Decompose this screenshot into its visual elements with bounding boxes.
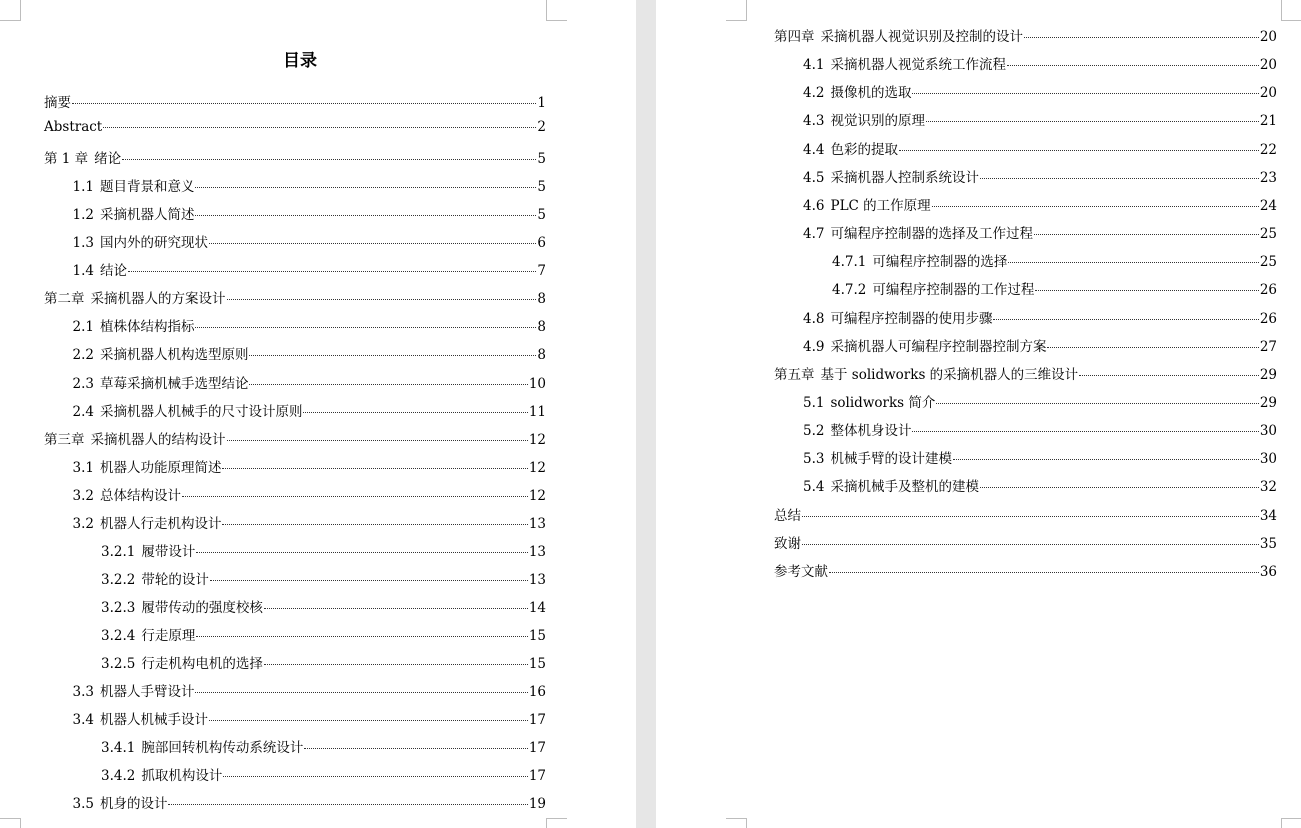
toc-entry[interactable] xyxy=(44,91,546,111)
dot-leader xyxy=(1007,65,1259,66)
document-page-left xyxy=(0,0,636,828)
toc-entry-page-number: 24 xyxy=(1259,197,1277,214)
toc-entry-number: 4.1 xyxy=(803,57,825,74)
toc-entry-title: 视觉识别的原理 xyxy=(830,113,925,130)
toc-entry-page-number: 6 xyxy=(537,235,546,252)
toc-entry[interactable] xyxy=(803,194,1277,214)
toc-entry[interactable] xyxy=(73,372,547,392)
dot-leader xyxy=(1034,234,1259,235)
toc-entry-page-number: 29 xyxy=(1259,394,1277,411)
toc-entry-title: 带轮的设计 xyxy=(141,571,209,588)
toc-entry-title: 国内外的研究现状 xyxy=(99,235,208,252)
toc-entry[interactable] xyxy=(803,109,1277,129)
dot-leader xyxy=(209,243,536,244)
dot-leader xyxy=(1008,262,1258,263)
toc-entry-page-number: 13 xyxy=(528,571,546,588)
toc-entry-page-number: 26 xyxy=(1259,282,1277,299)
toc-entry-number: 3.4.1 xyxy=(101,740,136,757)
toc-entry-title: 采摘机器人控制系统设计 xyxy=(830,169,979,186)
toc-entry-number: 4.7 xyxy=(803,226,825,243)
toc-entry-page-number: 20 xyxy=(1259,85,1277,102)
dot-leader xyxy=(829,572,1259,573)
toc-entry-page-number: 35 xyxy=(1259,535,1277,552)
dot-leader xyxy=(993,319,1258,320)
toc-entry-title: 可编程序控制器的选择及工作过程 xyxy=(830,226,1033,243)
toc-entry[interactable] xyxy=(832,250,1277,270)
toc-entry-title: 履带设计 xyxy=(141,543,196,560)
toc-entry-number: 4.4 xyxy=(803,141,825,158)
toc-entry-number: 3.1 xyxy=(72,459,94,476)
toc-entry-number: 3.2.3 xyxy=(101,599,136,616)
toc-entry-number: 4.8 xyxy=(803,310,825,327)
toc-entry-title: 采摘机器人的方案设计 xyxy=(90,291,226,308)
toc-entry-title: Abstract xyxy=(44,119,103,136)
toc-entry-title: 整体机身设计 xyxy=(830,423,912,440)
dot-leader xyxy=(195,215,536,216)
toc-entry-page-number: 7 xyxy=(537,263,546,280)
toc-entry-number: 2.2 xyxy=(72,347,94,364)
toc-entry-number: 5.4 xyxy=(803,479,825,496)
toc-entry-number: 4.6 xyxy=(803,197,825,214)
toc-entry[interactable] xyxy=(101,652,546,672)
toc-entry[interactable] xyxy=(803,335,1277,355)
dot-leader xyxy=(802,516,1259,517)
toc-entry-number: 3.2.4 xyxy=(101,627,136,644)
toc-entry-page-number: 30 xyxy=(1259,451,1277,468)
toc-entry-page-number: 20 xyxy=(1259,29,1277,45)
toc-entry-page-number: 10 xyxy=(528,375,546,392)
toc-entry[interactable] xyxy=(73,512,547,532)
toc-entry-title: solidworks 简介 xyxy=(830,394,936,411)
dot-leader xyxy=(802,544,1259,545)
toc-entry-page-number: 30 xyxy=(1259,423,1277,440)
toc-entry-number: 3.2 xyxy=(72,487,94,504)
toc-entry-title: 摄像机的选取 xyxy=(830,85,912,102)
dot-leader xyxy=(168,804,527,805)
toc-entry-page-number: 29 xyxy=(1259,366,1277,383)
toc-entry-title: 机械手臂的设计建模 xyxy=(830,451,952,468)
toc-entry-number: 2.3 xyxy=(72,375,94,392)
dot-leader xyxy=(182,496,528,497)
toc-entry-page-number: 12 xyxy=(528,487,546,504)
dot-leader xyxy=(980,487,1259,488)
page-gutter xyxy=(636,0,656,828)
toc-entry-page-number: 17 xyxy=(528,768,546,785)
toc-entry-number: 5.2 xyxy=(803,423,825,440)
toc-entry[interactable] xyxy=(101,596,546,616)
toc-entry-number: 2.4 xyxy=(72,403,94,420)
toc-entry[interactable] xyxy=(774,560,1277,580)
toc-entry[interactable] xyxy=(44,119,546,139)
toc-entry-number: 3.5 xyxy=(72,796,94,813)
dot-leader xyxy=(1079,375,1259,376)
toc-entry[interactable] xyxy=(101,624,546,644)
document-page-right xyxy=(656,0,1301,828)
toc-entry-page-number: 26 xyxy=(1259,310,1277,327)
toc-entry[interactable] xyxy=(803,391,1277,411)
toc-entry[interactable] xyxy=(44,428,546,448)
toc-entry-page-number: 11 xyxy=(528,403,546,420)
dot-leader xyxy=(264,664,528,665)
toc-entry-page-number: 1 xyxy=(537,95,546,111)
toc-entry-number: 3.3 xyxy=(72,684,94,701)
dot-leader xyxy=(195,327,536,328)
toc-entry-page-number: 22 xyxy=(1259,141,1277,158)
toc-entry[interactable] xyxy=(73,259,547,279)
toc-entry[interactable] xyxy=(774,504,1277,524)
toc-entry[interactable] xyxy=(73,680,547,700)
toc-entry-number: 1.4 xyxy=(72,263,94,280)
dot-leader xyxy=(195,692,527,693)
toc-entry-page-number: 25 xyxy=(1259,226,1277,243)
toc-entry-page-number: 19 xyxy=(528,796,546,813)
dot-leader xyxy=(195,187,536,188)
toc-entry-title: 采摘机械手及整机的建模 xyxy=(830,479,979,496)
toc-entry-number: 3.2.1 xyxy=(101,543,136,560)
dot-leader xyxy=(196,552,527,553)
toc-entry[interactable] xyxy=(73,315,547,335)
toc-entry[interactable] xyxy=(803,307,1277,327)
dot-leader xyxy=(227,299,537,300)
dot-leader xyxy=(122,159,536,160)
toc-entry[interactable] xyxy=(73,708,547,728)
toc-entry-number: 4.3 xyxy=(803,113,825,130)
toc-entry-page-number: 8 xyxy=(537,291,546,308)
dot-leader xyxy=(1047,347,1258,348)
toc-entry-page-number: 16 xyxy=(528,684,546,701)
dot-leader xyxy=(936,403,1258,404)
toc-entry-title: 采摘机器人简述 xyxy=(99,207,195,224)
dot-leader xyxy=(264,608,528,609)
toc-entry-number: 1.1 xyxy=(72,179,94,196)
toc-entry-title: 采摘机器人视觉识别及控制的设计 xyxy=(820,29,1023,45)
toc-entry-number: 5.1 xyxy=(803,394,825,411)
toc-entry[interactable] xyxy=(44,287,546,307)
toc-entry-title: 采摘机器人可编程序控制器控制方案 xyxy=(830,338,1047,355)
toc-entry-page-number: 8 xyxy=(537,319,546,336)
toc-entry[interactable] xyxy=(44,147,546,167)
toc-entry-page-number: 13 xyxy=(528,515,546,532)
toc-entry[interactable] xyxy=(774,532,1277,552)
toc-entry[interactable] xyxy=(803,166,1277,186)
toc-entry-title: 基于 solidworks 的采摘机器人的三维设计 xyxy=(820,366,1079,383)
toc-entry[interactable] xyxy=(73,792,547,812)
toc-entry-page-number: 12 xyxy=(528,459,546,476)
toc-entry-page-number: 15 xyxy=(528,656,546,672)
toc-entry[interactable] xyxy=(803,53,1277,73)
dot-leader xyxy=(128,271,536,272)
toc-entry-number: 4.7.2 xyxy=(832,282,867,299)
toc-entry-title: 机器人功能原理简述 xyxy=(99,459,222,476)
dot-leader xyxy=(304,748,527,749)
toc-entry-page-number: 27 xyxy=(1259,338,1277,355)
toc-entry[interactable] xyxy=(101,540,546,560)
toc-entry-page-number: 5 xyxy=(537,179,546,196)
dot-leader xyxy=(222,524,527,525)
toc-entry-page-number: 36 xyxy=(1259,563,1277,580)
toc-entry-number: 3.2 xyxy=(72,515,94,532)
dot-leader xyxy=(72,103,536,104)
toc-entry-title: 总体结构设计 xyxy=(99,487,181,504)
toc-entry-title: 履带传动的强度校核 xyxy=(141,599,263,616)
toc-entry-title: 采摘机器人机械手的尺寸设计原则 xyxy=(99,403,303,420)
toc-entry-title: 摘要 xyxy=(44,95,71,111)
toc-entry-page-number: 25 xyxy=(1259,254,1277,271)
dot-leader xyxy=(249,384,527,385)
toc-entry-number: 4.2 xyxy=(803,85,825,102)
dot-leader xyxy=(1035,290,1258,291)
toc-entry-page-number: 34 xyxy=(1259,507,1277,524)
toc-entry-number: 3.4.2 xyxy=(101,768,136,785)
toc-title: 目录 xyxy=(283,51,317,71)
toc-entry-title: 可编程序控制器的选择 xyxy=(872,254,1008,271)
toc-entry-title: 结论 xyxy=(99,263,127,280)
dot-leader xyxy=(980,178,1259,179)
dot-leader xyxy=(926,121,1259,122)
dot-leader xyxy=(209,720,528,721)
toc-entry-number: 第 1 章 xyxy=(44,151,89,168)
dot-leader xyxy=(1024,37,1259,38)
toc-entry-title: PLC 的工作原理 xyxy=(830,197,931,214)
toc-entry-page-number: 8 xyxy=(537,347,546,364)
dot-leader xyxy=(953,459,1259,460)
toc-entry-title: 可编程序控制器的使用步骤 xyxy=(830,310,993,327)
toc-entry-page-number: 32 xyxy=(1259,479,1277,496)
toc-entry[interactable] xyxy=(101,736,546,756)
toc-entry[interactable] xyxy=(803,222,1277,242)
toc-entry-page-number: 21 xyxy=(1259,113,1277,130)
dot-leader xyxy=(912,431,1258,432)
dot-leader xyxy=(223,776,527,777)
toc-entry-page-number: 15 xyxy=(528,627,546,644)
toc-entry[interactable] xyxy=(101,568,546,588)
toc-entry-number: 5.3 xyxy=(803,451,825,468)
toc-entry-page-number: 20 xyxy=(1259,57,1277,74)
toc-entry-page-number: 14 xyxy=(528,599,546,616)
toc-entry-title: 机器人机械手设计 xyxy=(99,712,208,729)
toc-entry-number: 3.4 xyxy=(72,712,94,729)
dot-leader xyxy=(227,440,528,441)
toc-entry-page-number: 23 xyxy=(1259,169,1277,186)
toc-entry-title: 植株体结构指标 xyxy=(99,319,195,336)
toc-entry-number: 2.1 xyxy=(72,319,94,336)
toc-entry-title: 机器人行走机构设计 xyxy=(99,515,222,532)
toc-entry-page-number: 5 xyxy=(537,207,546,224)
toc-entry-number: 1.2 xyxy=(72,207,94,224)
toc-entry[interactable] xyxy=(101,764,546,784)
toc-entry-title: 采摘机器人机构选型原则 xyxy=(99,347,249,364)
toc-list-right xyxy=(656,0,1301,828)
toc-entry-number: 4.9 xyxy=(803,338,825,355)
toc-entry-number: 3.2.5 xyxy=(101,656,136,672)
dot-leader xyxy=(210,580,528,581)
toc-entry[interactable] xyxy=(73,484,547,504)
toc-entry-number: 4.7.1 xyxy=(832,254,867,271)
toc-entry[interactable] xyxy=(73,203,547,223)
toc-list-left xyxy=(0,0,636,828)
toc-entry-number: 4.5 xyxy=(803,169,825,186)
toc-entry-number: 第二章 xyxy=(44,291,85,308)
toc-entry[interactable] xyxy=(803,475,1277,495)
dot-leader xyxy=(303,412,527,413)
toc-entry[interactable] xyxy=(73,343,547,363)
toc-entry-title: 采摘机器人的结构设计 xyxy=(90,431,226,448)
toc-entry[interactable] xyxy=(73,400,547,420)
toc-entry-number: 1.3 xyxy=(72,235,94,252)
toc-entry[interactable] xyxy=(803,138,1277,158)
dot-leader xyxy=(222,468,527,469)
toc-entry[interactable] xyxy=(73,456,547,476)
dot-leader xyxy=(196,636,527,637)
toc-entry-page-number: 2 xyxy=(537,119,546,136)
toc-entry-title: 绪论 xyxy=(94,151,122,168)
toc-entry-page-number: 13 xyxy=(528,543,546,560)
toc-entry-title: 参考文献 xyxy=(774,563,828,580)
dot-leader xyxy=(912,93,1258,94)
toc-entry-title: 可编程序控制器的工作过程 xyxy=(872,282,1035,299)
dot-leader xyxy=(103,127,536,128)
toc-entry-title: 抓取机构设计 xyxy=(141,768,223,785)
toc-entry[interactable] xyxy=(73,175,547,195)
toc-entry[interactable] xyxy=(832,278,1277,298)
toc-entry-title: 草莓采摘机械手选型结论 xyxy=(99,375,249,392)
toc-entry[interactable] xyxy=(73,231,547,251)
toc-entry-title: 致谢 xyxy=(774,535,801,552)
toc-entry-page-number: 17 xyxy=(528,712,546,729)
toc-entry-title: 采摘机器人视觉系统工作流程 xyxy=(830,57,1006,74)
dot-leader xyxy=(899,150,1259,151)
toc-entry-number: 第三章 xyxy=(44,431,85,448)
toc-entry-number: 第五章 xyxy=(774,366,815,383)
toc-entry-page-number: 17 xyxy=(528,740,546,757)
dot-leader xyxy=(932,206,1259,207)
toc-entry-title: 机身的设计 xyxy=(99,796,168,813)
toc-entry[interactable] xyxy=(774,363,1277,383)
toc-entry-title: 行走机构电机的选择 xyxy=(141,656,263,672)
toc-entry-title: 行走原理 xyxy=(141,627,196,644)
toc-entry-number: 3.2.2 xyxy=(101,571,136,588)
toc-entry-title: 总结 xyxy=(774,507,801,524)
toc-entry[interactable] xyxy=(803,447,1277,467)
toc-entry-page-number: 12 xyxy=(528,431,546,448)
dot-leader xyxy=(249,355,536,356)
toc-entry-title: 腕部回转机构传动系统设计 xyxy=(141,740,304,757)
toc-entry-page-number: 5 xyxy=(537,151,546,168)
toc-entry[interactable] xyxy=(774,25,1277,45)
toc-entry[interactable] xyxy=(803,81,1277,101)
toc-entry-title: 机器人手臂设计 xyxy=(99,684,195,701)
toc-entry-title: 题目背景和意义 xyxy=(99,179,195,196)
toc-entry[interactable] xyxy=(803,419,1277,439)
toc-entry-number: 第四章 xyxy=(774,29,815,45)
toc-entry-title: 色彩的提取 xyxy=(830,141,898,158)
